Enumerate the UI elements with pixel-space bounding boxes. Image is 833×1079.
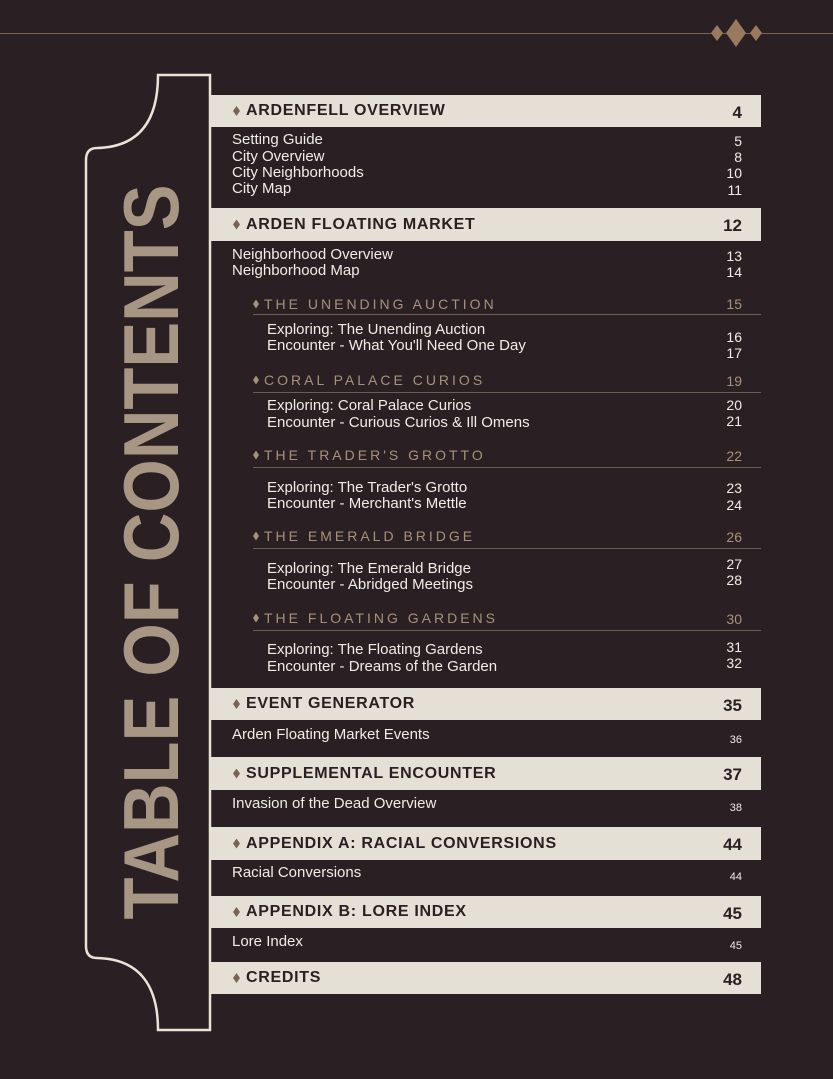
entry-label: Invasion of the Dead Overview [232,795,437,812]
section-title: APPENDIX A: RACIAL CONVERSIONS [246,834,557,852]
entry-label: Exploring: The Floating Gardens [267,641,483,658]
subsection-page-number: 30 [726,611,742,627]
subsection-divider [253,630,761,631]
diamond-icon [233,699,240,709]
entry-page-number: 23 [726,480,742,496]
section-page-number: 12 [723,216,742,235]
entry-label: Exploring: Coral Palace Curios [267,397,472,414]
entry-label: Encounter - Abridged Meetings [267,576,473,593]
subsection-divider [253,467,761,468]
section-page-number: 37 [723,765,742,784]
entry-label: City Map [232,180,292,197]
diamond-icon [233,839,240,849]
section-header-appendix-a [210,827,761,860]
subsection-header-floating-gardens [253,609,498,627]
entry-page-number: 10 [726,165,742,181]
entry-page-number: 21 [726,413,742,429]
entry-label: Neighborhood Map [232,262,360,279]
entry-page-number: 17 [726,345,742,361]
section-page-number: 35 [723,695,742,715]
entry-page-number: 36 [729,734,742,746]
section-page-number: 45 [723,903,742,923]
subsection-divider [253,548,761,549]
entry-page-number: 8 [734,149,742,165]
section-title: CREDITS [246,969,322,986]
page-title: TABLE OF CONTENTS [107,84,195,920]
subsection-header-traders-grotto [253,446,486,464]
entry-label: Encounter - What You'll Need One Day [267,337,526,354]
diamond-icon [253,614,259,623]
entry-page-number: 28 [726,572,742,588]
entry-label: Exploring: The Unending Auction [267,321,486,338]
subsection-header-emerald-bridge [253,527,475,545]
section-header-event-generator [210,688,761,720]
entry-label: Arden Floating Market Events [232,726,430,743]
section-header-credits [210,962,761,994]
diamond-icon [233,907,240,917]
entry-label: Exploring: The Trader's Grotto [267,479,468,496]
section-title: EVENT GENERATOR [246,695,416,712]
section-header-arden-floating-market [210,208,761,241]
diamond-icon [233,769,240,779]
entry-page-number: 16 [726,329,742,345]
subsection-page-number: 15 [726,296,742,312]
diamond-ornament-icon [711,19,762,47]
entry-label: Neighborhood Overview [232,246,393,263]
subsection-divider [253,392,761,393]
entry-page-number: 31 [726,639,742,655]
section-title: ARDEN FLOATING MARKET [246,215,476,233]
subsection-title: THE FLOATING GARDENS [264,610,498,626]
subsection-page-number: 22 [726,448,742,464]
entry-label: Exploring: The Emerald Bridge [267,560,471,577]
section-header-supplemental-encounter [210,757,761,790]
section-title: SUPPLEMENTAL ENCOUNTER [246,764,497,782]
subsection-title: CORAL PALACE CURIOS [264,372,486,388]
entry-page-number: 13 [726,248,742,264]
diamond-icon [233,973,240,983]
diamond-icon [253,376,259,385]
section-title: ARDENFELL OVERVIEW [246,102,446,119]
section-page-number: 48 [723,969,742,989]
section-title: APPENDIX B: LORE INDEX [246,903,467,920]
entry-page-number: 27 [726,556,742,572]
section-header-ardenfell-overview [210,95,761,127]
entry-page-number: 11 [727,182,742,198]
entry-label: Setting Guide [232,131,323,148]
entry-page-number: 20 [726,397,742,413]
entry-page-number: 38 [729,802,742,814]
entry-page-number: 24 [726,497,742,513]
entry-label: Racial Conversions [232,864,362,881]
diamond-icon [233,106,240,116]
subsection-header-unending-auction [253,295,497,313]
entry-label: Encounter - Dreams of the Garden [267,658,498,675]
entry-page-number: 32 [726,655,742,671]
diamond-icon [253,300,259,309]
subsection-header-coral-palace-curios [253,371,485,389]
entry-label: Encounter - Curious Curios & Ill Omens [267,414,530,431]
entry-label: City Neighborhoods [232,164,364,181]
subsection-title: THE EMERALD BRIDGE [264,528,476,544]
subsection-page-number: 26 [726,529,742,545]
subsection-title: THE UNENDING AUCTION [264,296,497,312]
entry-page-number: 14 [726,264,742,280]
entry-page-number: 45 [729,940,742,952]
entry-page-number: 44 [729,871,742,883]
entry-label: Encounter - Merchant's Mettle [267,495,467,512]
entry-page-number: 5 [734,133,742,149]
subsection-page-number: 19 [726,373,742,389]
subsection-title: THE TRADER'S GROTTO [264,447,486,463]
section-header-appendix-b [210,896,761,928]
section-page-number: 4 [732,102,742,122]
diamond-icon [253,451,259,460]
diamond-icon [253,532,259,541]
entry-label: City Overview [232,148,325,165]
diamond-icon [233,220,240,230]
entry-label: Lore Index [232,933,303,950]
section-page-number: 44 [723,835,742,854]
subsection-divider [253,314,761,315]
